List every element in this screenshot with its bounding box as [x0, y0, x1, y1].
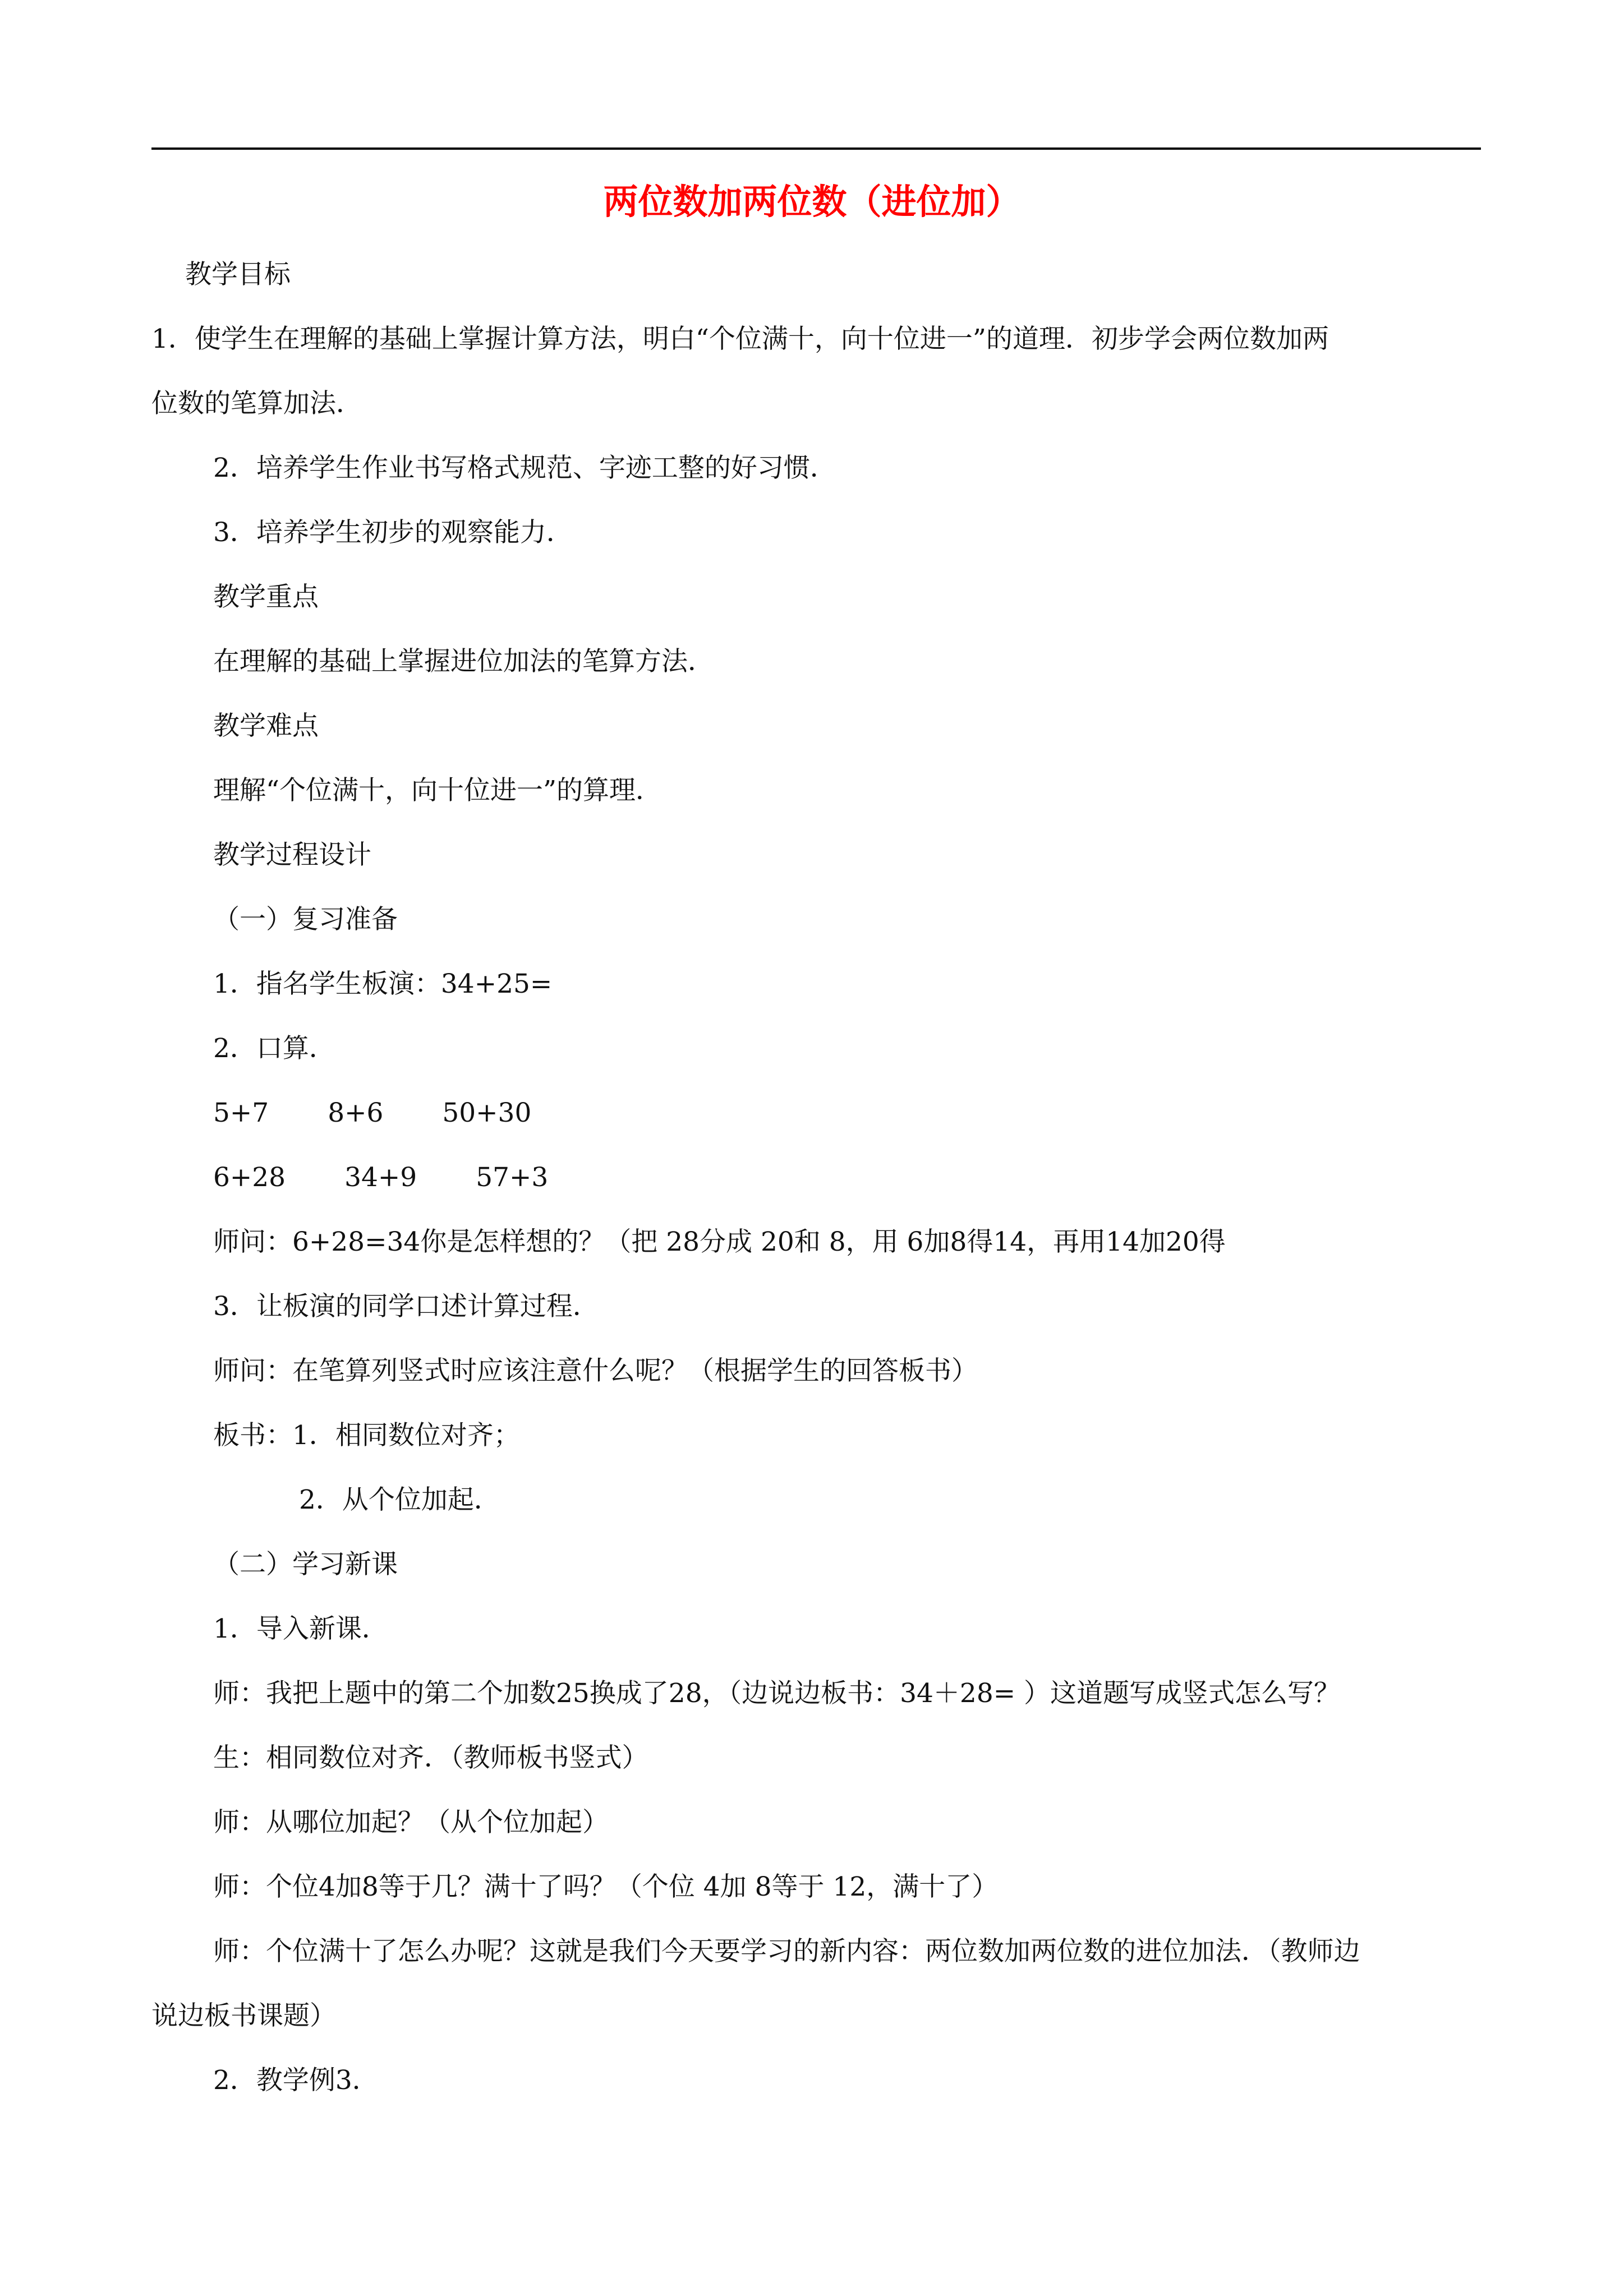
key-point-text: 在理解的基础上掌握进位加法的笔算方法．: [213, 646, 714, 677]
oral-calc-item: 8+6: [328, 1098, 384, 1128]
teacher-line-4-part-2: 说边板书课题）: [151, 2000, 336, 2031]
goal-1-line-2: 位数的笔算加法．: [151, 388, 362, 419]
header-rule: [151, 147, 1481, 150]
section-review: （一）复习准备: [213, 904, 398, 935]
board-note-1: 板书：1．相同数位对齐；: [213, 1420, 520, 1451]
heading-difficulty: 教学难点: [213, 711, 319, 741]
new-lesson-item-1: 1．导入新课．: [213, 1613, 388, 1644]
heading-teaching-goals: 教学目标: [185, 259, 291, 290]
student-line-1: 生：相同数位对齐．（教师板书竖式）: [213, 1742, 648, 1773]
oral-calc-item: 34+9: [344, 1162, 417, 1193]
goal-2: 2．培养学生作业书写格式规范、字迹工整的好习惯．: [213, 453, 836, 483]
review-item-1: 1．指名学生板演：34+25=: [213, 969, 553, 999]
document-title: 两位数加两位数（进位加）: [603, 181, 1021, 222]
teacher-line-4-part-1: 师：个位满十了怎么办呢？这就是我们今天要学习的新内容：两位数加两位数的进位加法．（教师边: [213, 1936, 1360, 1967]
oral-calc-item: 57+3: [476, 1162, 549, 1193]
goal-3: 3．培养学生初步的观察能力．: [213, 517, 573, 548]
oral-calc-item: 50+30: [442, 1098, 532, 1128]
new-lesson-item-2: 2．教学例3．: [213, 2065, 379, 2096]
section-new-lesson: （二）学习新课: [213, 1549, 398, 1580]
oral-calc-row-2: [213, 1161, 548, 1195]
teacher-question-2: 师问：在笔算列竖式时应该注意什么呢？（根据学生的回答板书）: [213, 1356, 978, 1386]
oral-calc-row-1: [213, 1096, 531, 1130]
heading-key-point: 教学重点: [213, 582, 319, 612]
teacher-question-1: 师问：6+28=34你是怎样想的？（把 28分成 20和 8，用 6加8得14，再用14加20得: [213, 1227, 1226, 1257]
teacher-line-1: 师：我把上题中的第二个加数25换成了28，（边说边板书：34＋28= ）这道题写成竖式怎么写？: [213, 1678, 1341, 1709]
goal-1-line-1: 1．使学生在理解的基础上掌握计算方法，明白“个位满十，向十位进一”的道理．初步学会两位数加两: [151, 324, 1329, 354]
teacher-line-3: 师：个位4加8等于几？满十了吗？（个位 4加 8等于 12，满十了）: [213, 1871, 999, 1902]
review-item-3: 3．让板演的同学口述计算过程．: [213, 1291, 599, 1322]
review-item-2: 2．口算．: [213, 1033, 335, 1064]
oral-calc-item: 5+7: [213, 1098, 269, 1128]
difficulty-text: 理解“个位满十，向十位进一”的算理．: [213, 775, 663, 806]
heading-process-design: 教学过程设计: [213, 840, 371, 870]
oral-calc-item: 6+28: [213, 1162, 286, 1193]
teacher-line-2: 师：从哪位加起？（从个位加起）: [213, 1807, 609, 1838]
board-note-2: 2．从个位加起．: [299, 1484, 500, 1515]
